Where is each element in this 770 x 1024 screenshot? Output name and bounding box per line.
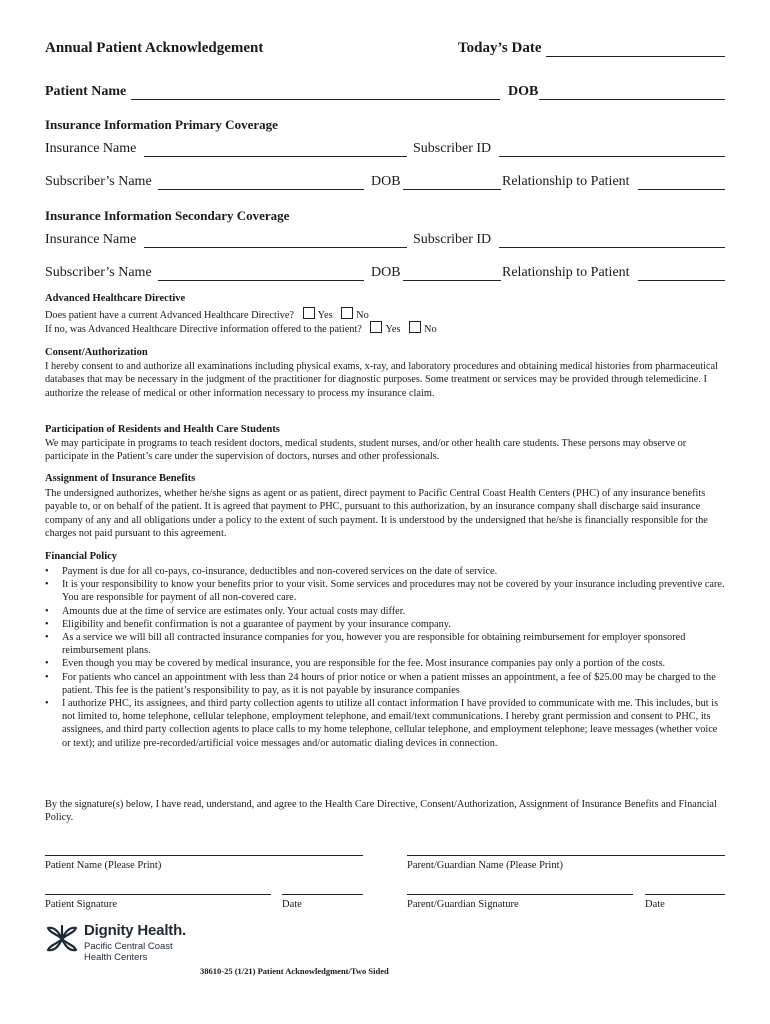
directive-question-1 bbox=[45, 307, 369, 322]
financial-item: • For patients who cancel an appointment with less than 24 hours of prior notice or when a patient misses an appointment, a fee of $25.00 may be charged to the patient. This fee is the patient’s responsibility to pay, as it is not payable by insurance companies bbox=[45, 671, 727, 697]
financial-heading: Financial Policy bbox=[45, 551, 118, 562]
todays-date-field[interactable] bbox=[546, 56, 725, 57]
secondary-relationship-field[interactable] bbox=[638, 280, 725, 281]
guardian-date-field[interactable] bbox=[645, 894, 725, 895]
patient-signature-label: Patient Signature bbox=[45, 899, 118, 910]
secondary-subscriber-name-field[interactable] bbox=[158, 280, 364, 281]
financial-item: • Payment is due for all co-pays, co-insurance, deductibles and non-covered services on the date of service. bbox=[45, 565, 727, 578]
primary-insurance-name-label: Insurance Name bbox=[45, 141, 137, 156]
guardian-date-label: Date bbox=[645, 899, 665, 910]
guardian-name-print-field[interactable] bbox=[407, 855, 725, 856]
financial-item: • It is your responsibility to know your benefits prior to your visit. Some services and procedures may not be covered by your insurance including preventive care. You are responsible for payment of all non-covered care. bbox=[45, 578, 727, 604]
patient-name-print-label: Patient Name (Please Print) bbox=[45, 860, 162, 871]
dignity-health-logo-icon bbox=[45, 922, 79, 956]
financial-item: • Amounts due at the time of service are estimates only. Your actual costs may differ. bbox=[45, 605, 727, 618]
financial-list bbox=[45, 565, 727, 750]
financial-item: • Eligibility and benefit confirmation is not a guarantee of payment by your insurance company. bbox=[45, 618, 727, 631]
patient-dob-field[interactable] bbox=[539, 99, 725, 100]
guardian-name-print-label: Parent/Guardian Name (Please Print) bbox=[407, 860, 563, 871]
directive-q2-no-checkbox[interactable] bbox=[409, 321, 421, 333]
residents-heading: Participation of Residents and Health Care Students bbox=[45, 424, 280, 435]
logo-line-1: Pacific Central Coast bbox=[84, 941, 173, 952]
primary-subscriber-dob-label: DOB bbox=[371, 174, 401, 189]
primary-insurance-name-field[interactable] bbox=[144, 156, 407, 157]
financial-item: • I authorize PHC, its assignees, and third party collection agents to utilize all contact information I have provided to communicate with me. This includes, but is not limited to, home telephone, cellular telephone, employment telephone, and email/text communications. I hereby grant permission and consent to PHC, its assignees, and third party collection agents to place calls to my home telephone, cellular telephone, and employment telephone; leave messages (whether voice or text); and utilize pre-recorded/artificial voice messages and/or automatic dialing devices in connection. bbox=[45, 697, 727, 750]
secondary-subscriber-dob-label: DOB bbox=[371, 265, 401, 280]
primary-relationship-label: Relationship to Patient bbox=[502, 174, 630, 189]
logo-subtitle bbox=[84, 941, 173, 963]
dignity-health-logo bbox=[45, 922, 79, 961]
guardian-signature-label: Parent/Guardian Signature bbox=[407, 899, 519, 910]
secondary-coverage-heading: Insurance Information Secondary Coverage bbox=[45, 208, 290, 223]
primary-relationship-field[interactable] bbox=[638, 189, 725, 190]
directive-q2-no-label: No bbox=[424, 324, 437, 335]
patient-name-label: Patient Name bbox=[45, 84, 127, 99]
secondary-relationship-label: Relationship to Patient bbox=[502, 265, 630, 280]
patient-dob-label: DOB bbox=[508, 84, 539, 99]
financial-item: • Even though you may be covered by medical insurance, you are responsible for the fee. Most insurance companies pay only a portion of the costs. bbox=[45, 657, 727, 670]
directive-q1-text: Does patient have a current Advanced Healthcare Directive? bbox=[45, 310, 295, 321]
directive-q2-text: If no, was Advanced Healthcare Directive information offered to the patient? bbox=[45, 324, 362, 335]
patient-date-field[interactable] bbox=[282, 894, 363, 895]
assignment-heading: Assignment of Insurance Benefits bbox=[45, 473, 196, 484]
logo-line-2: Health Centers bbox=[84, 952, 148, 963]
secondary-insurance-name-label: Insurance Name bbox=[45, 232, 137, 247]
consent-heading: Consent/Authorization bbox=[45, 347, 148, 358]
secondary-insurance-name-field[interactable] bbox=[144, 247, 407, 248]
patient-date-label: Date bbox=[282, 899, 302, 910]
directive-q1-no-checkbox[interactable] bbox=[341, 307, 353, 319]
financial-item: • As a service we will bill all contracted insurance companies for you, however you are responsible for obtaining reimbursement for employer sponsored reimbursement plans. bbox=[45, 631, 727, 657]
patient-name-field[interactable] bbox=[131, 99, 500, 100]
directive-q2-yes-checkbox[interactable] bbox=[370, 321, 382, 333]
primary-subscriber-id-field[interactable] bbox=[499, 156, 725, 157]
primary-coverage-heading: Insurance Information Primary Coverage bbox=[45, 117, 278, 132]
agreement-text: By the signature(s) below, I have read, understand, and agree to the Health Care Directive, Consent/Authorization, Assignment of Insurance Benefits and Financial Policy. bbox=[45, 799, 717, 824]
assignment-text: The undersigned authorizes, whether he/she signs as agent or as patient, direct payment to Pacific Central Coast Health Centers (PHC) of any insurance benefits payable to, or on behalf of the patient. It is agreed that payment to PHC, pursuant to this authorization, by an insurance company shall discharge said insurance company of any and all obligations under a policy to the extent of such payment. It is understood by the undersigned that he/she is financially responsible for the charges not paid pursuant to this agreement. bbox=[45, 488, 708, 539]
secondary-subscriber-id-field[interactable] bbox=[499, 247, 725, 248]
secondary-subscriber-name-label: Subscriber’s Name bbox=[45, 265, 152, 280]
directive-question-2 bbox=[45, 321, 437, 336]
directive-heading: Advanced Healthcare Directive bbox=[45, 293, 186, 304]
consent-text: I hereby consent to and authorize all examinations including physical exams, x-ray, and laboratory procedures and obtaining medical histories from pharmaceutical databases that may be necessary in the judgment of the practitioner for diagnostic purposes. Some treatment or services may be provided through telemedicine. I authorize the release of medical or other information necessary to process my insurance claim. bbox=[45, 361, 718, 399]
residents-text: We may participate in programs to teach resident doctors, medical students, student nurses, and/or other health care students. These persons may observe or participate in the Patient’s care under the supervision of doctors, nurses and other professionals. bbox=[45, 438, 687, 463]
primary-subscriber-name-label: Subscriber’s Name bbox=[45, 174, 152, 189]
directive-q2-yes-label: Yes bbox=[385, 324, 401, 335]
primary-subscriber-name-field[interactable] bbox=[158, 189, 364, 190]
primary-subscriber-dob-field[interactable] bbox=[403, 189, 501, 190]
secondary-subscriber-dob-field[interactable] bbox=[403, 280, 501, 281]
directive-q1-yes-checkbox[interactable] bbox=[303, 307, 315, 319]
guardian-signature-field[interactable] bbox=[407, 894, 633, 895]
directive-q1-no-label: No bbox=[356, 310, 369, 321]
secondary-subscriber-id-label: Subscriber ID bbox=[413, 232, 492, 247]
patient-signature-field[interactable] bbox=[45, 894, 271, 895]
form-footer: 38610-25 (1/21) Patient Acknowledgment/Two Sided bbox=[200, 966, 389, 976]
form-title: Annual Patient Acknowledgement bbox=[45, 40, 264, 56]
patient-name-print-field[interactable] bbox=[45, 855, 363, 856]
todays-date-label: Today’s Date bbox=[458, 40, 542, 56]
logo-brand: Dignity Health. bbox=[84, 922, 187, 939]
primary-subscriber-id-label: Subscriber ID bbox=[413, 141, 492, 156]
directive-q1-yes-label: Yes bbox=[317, 310, 333, 321]
